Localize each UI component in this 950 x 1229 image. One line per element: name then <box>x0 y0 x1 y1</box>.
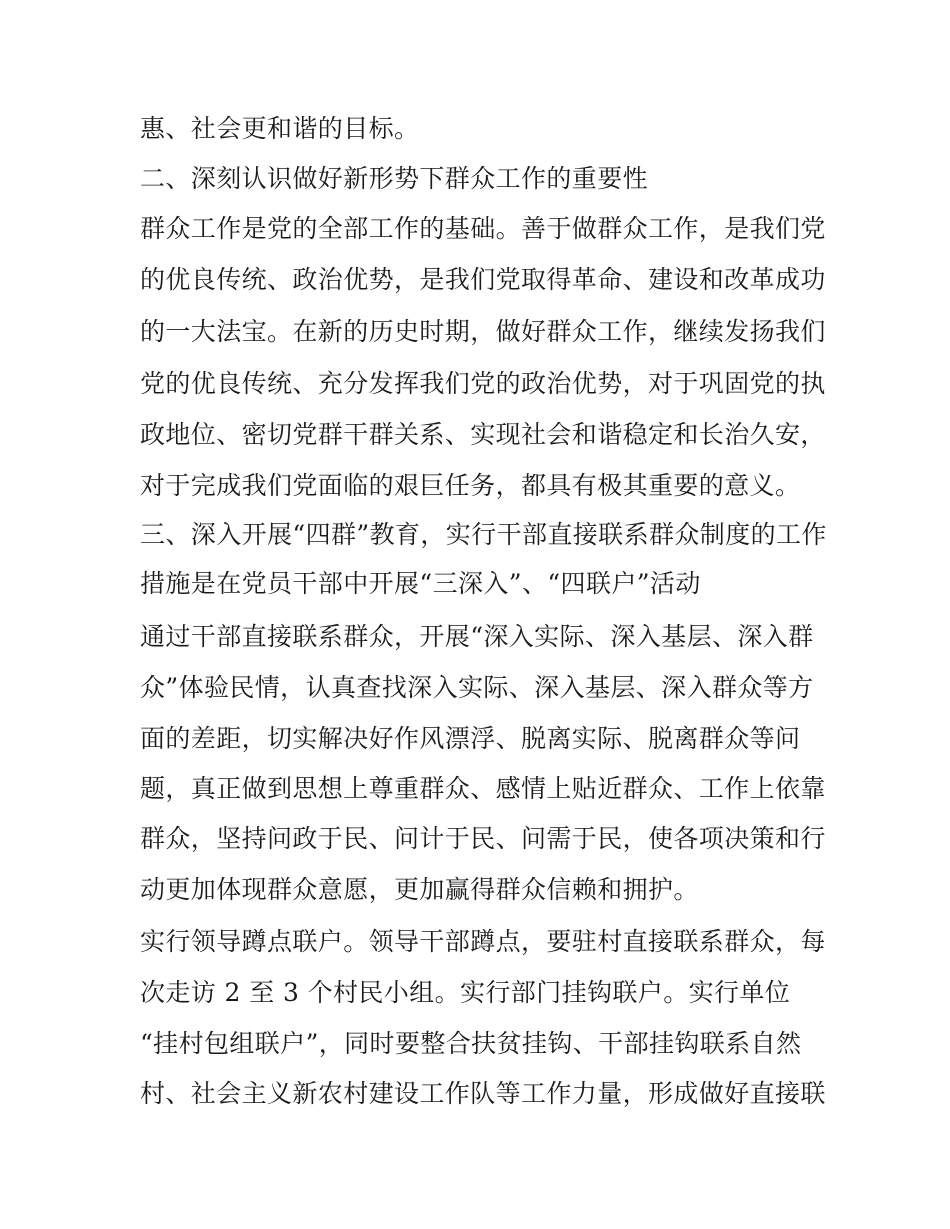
text-line: “挂村包组联户”，同时要整合扶贫挂钩、干部挂钩联系自然 <box>140 1029 802 1058</box>
text-line: 次走访 2 至 3 个村民小组。实行部门挂钩联户。实行单位 <box>140 978 791 1007</box>
text-line: 党的优良传统、充分发挥我们党的政治优势，对于巩固党的执 <box>140 369 826 398</box>
text-line: 动更加体现群众意愿，更加赢得群众信赖和拥护。 <box>140 875 699 904</box>
text-line: 对于完成我们党面临的艰巨任务，都具有极其重要的意义。 <box>140 471 801 500</box>
section-heading: 措施是在党员干部中开展“三深入”、“四联户”活动 <box>140 569 701 598</box>
text-line: 通过干部直接联系群众，开展“深入实际、深入基层、深入群 <box>140 622 814 651</box>
text-line: 村、社会主义新农村建设工作队等工作力量，形成做好直接联 <box>140 1079 826 1108</box>
text-line: 众”体验民情，认真查找深入实际、深入基层、深入群众等方 <box>140 673 814 702</box>
text-line: 政地位、密切党群干群关系、实现社会和谐稳定和长治久安， <box>140 420 826 449</box>
text-line: 题，真正做到思想上尊重群众、感情上贴近群众、工作上依靠 <box>140 774 826 803</box>
text-line: 的一大法宝。在新的历史时期，做好群众工作，继续发扬我们 <box>140 317 826 346</box>
text-line: 群众工作是党的全部工作的基础。善于做群众工作，是我们党 <box>140 214 826 243</box>
text-line: 实行领导蹲点联户。领导干部蹲点，要驻村直接联系群众，每 <box>140 927 826 956</box>
text-line: 惠、社会更和谐的目标。 <box>140 114 420 143</box>
section-heading: 三、深入开展“四群”教育，实行干部直接联系群众制度的工作 <box>140 520 827 549</box>
text-line: 群众，坚持问政于民、问计于民、问需于民，使各项决策和行 <box>140 824 826 853</box>
text-line: 面的差距，切实解决好作风漂浮、脱离实际、脱离群众等问 <box>140 724 801 753</box>
text-line: 的优良传统、政治优势，是我们党取得革命、建设和改革成功 <box>140 265 826 294</box>
section-heading: 二、深刻认识做好新形势下群众工作的重要性 <box>140 164 649 193</box>
